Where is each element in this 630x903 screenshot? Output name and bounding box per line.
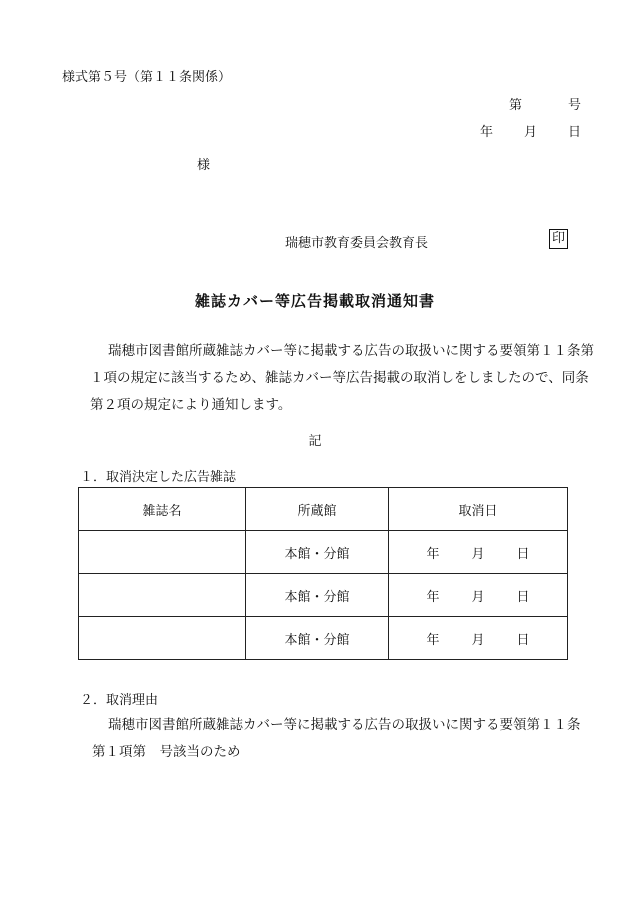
day-label: 日 bbox=[516, 589, 530, 605]
body-text: 瑞穂市図書館所蔵雑誌カバー等に掲載する広告の取扱いに関する要領第１１条第１項の規定に該当するため、雑誌カバー等広告掲載の取消しをしましたので、同条第２項の規定により通知します。 bbox=[90, 343, 594, 413]
cancel-date-cell[interactable] bbox=[389, 531, 568, 574]
section2-heading: ２．取消理由 bbox=[80, 693, 159, 708]
magazine-name-cell[interactable] bbox=[79, 531, 246, 574]
date-year-label: 年 bbox=[480, 125, 494, 140]
sender-name: 瑞穂市教育委員会教育長 bbox=[285, 236, 429, 251]
section1-heading: １．取消決定した広告雑誌 bbox=[80, 470, 237, 485]
month-label: 月 bbox=[471, 546, 485, 562]
header-magazine-name: 雑誌名 bbox=[79, 488, 246, 531]
year-label: 年 bbox=[426, 546, 440, 562]
table-row bbox=[79, 531, 568, 574]
doc-number-prefix: 第 bbox=[509, 98, 523, 113]
day-label: 日 bbox=[516, 546, 530, 562]
addressee-suffix: 様 bbox=[197, 158, 211, 173]
library-cell: 本館・分館 bbox=[246, 574, 389, 617]
table-row bbox=[79, 574, 568, 617]
header-library: 所蔵館 bbox=[246, 488, 389, 531]
seal-stamp: 印 bbox=[549, 229, 568, 249]
body-paragraph bbox=[90, 338, 600, 419]
table-header-row bbox=[79, 488, 568, 531]
header-cancel-date: 取消日 bbox=[389, 488, 568, 531]
library-cell: 本館・分館 bbox=[246, 617, 389, 660]
table-row bbox=[79, 617, 568, 660]
cancelled-magazines-table bbox=[78, 487, 568, 660]
reason-text: 瑞穂市図書館所蔵雑誌カバー等に掲載する広告の取扱いに関する要領第１１条第１項第 号該当のため bbox=[92, 717, 581, 760]
document-title: 雑誌カバー等広告掲載取消通知書 bbox=[194, 292, 435, 310]
magazine-name-cell[interactable] bbox=[79, 617, 246, 660]
year-label: 年 bbox=[426, 632, 440, 648]
doc-number-suffix: 号 bbox=[568, 98, 582, 113]
year-label: 年 bbox=[426, 589, 440, 605]
date-month-label: 月 bbox=[524, 125, 538, 140]
ki-label: 記 bbox=[308, 434, 322, 449]
reason-paragraph bbox=[92, 712, 592, 766]
month-label: 月 bbox=[471, 589, 485, 605]
library-cell: 本館・分館 bbox=[246, 531, 389, 574]
date-day-label: 日 bbox=[568, 125, 582, 140]
magazine-name-cell[interactable] bbox=[79, 574, 246, 617]
cancel-date-cell[interactable] bbox=[389, 574, 568, 617]
day-label: 日 bbox=[516, 632, 530, 648]
form-number: 様式第５号（第１１条関係） bbox=[62, 70, 232, 85]
cancel-date-cell[interactable] bbox=[389, 617, 568, 660]
month-label: 月 bbox=[471, 632, 485, 648]
